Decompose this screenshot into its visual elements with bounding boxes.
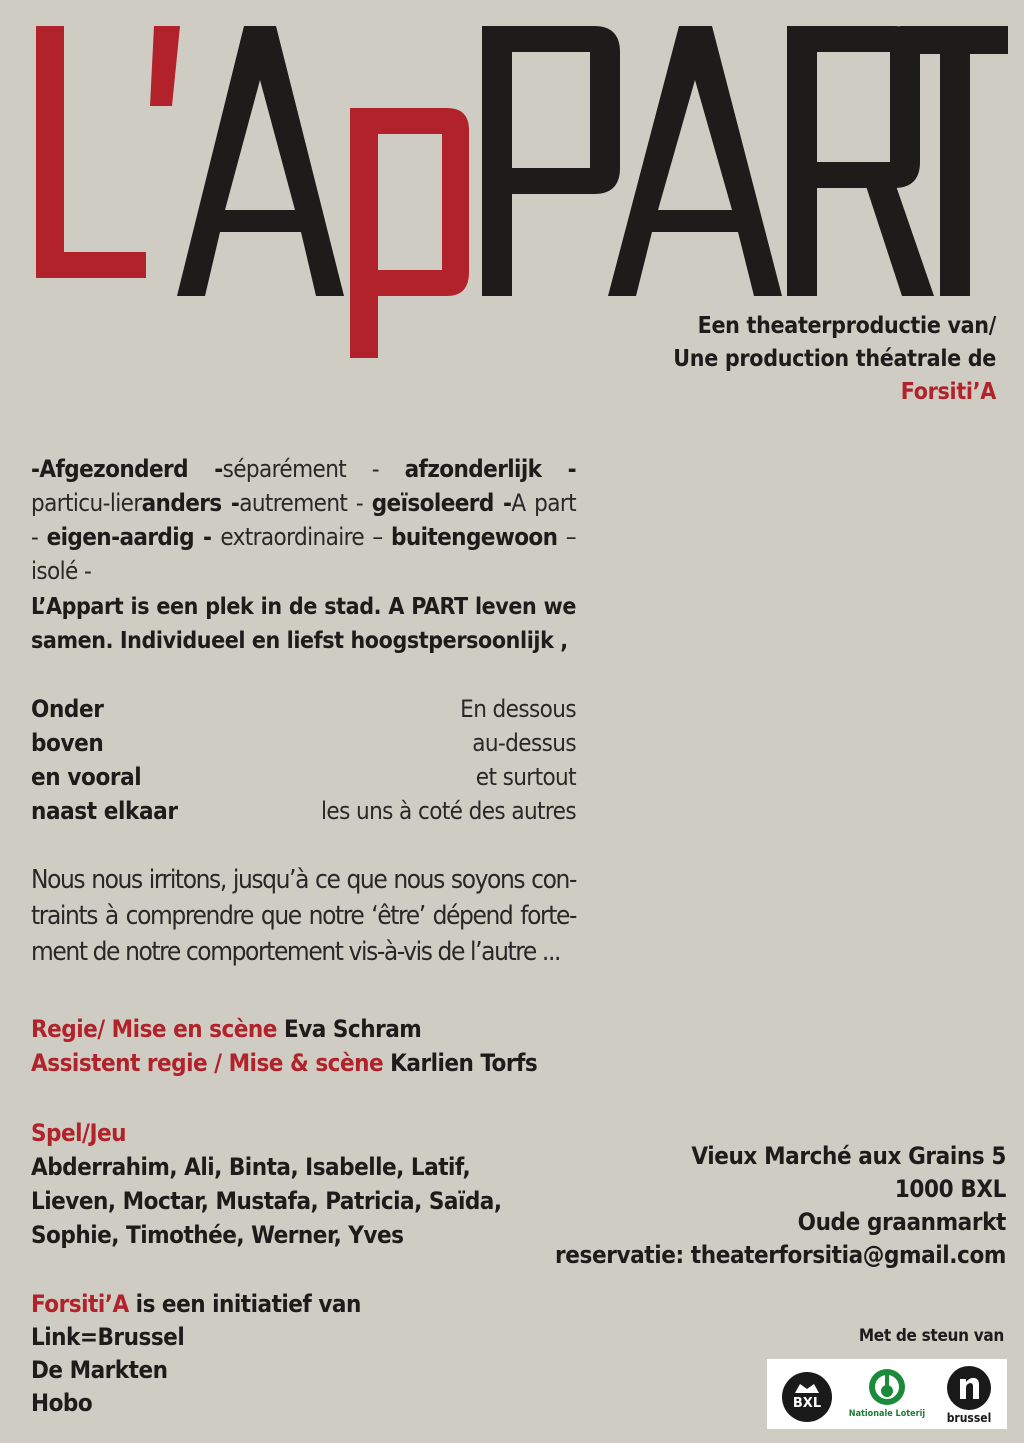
nationale-loterij-logo [847, 1365, 927, 1425]
partner-name: Link=Brussel [31, 1323, 185, 1351]
credit-line [31, 1046, 576, 1080]
address-street-nl: Oude graanmarkt [797, 1208, 1006, 1236]
credit-name: Karlien Torfs [390, 1049, 538, 1077]
title-letter-A2 [608, 26, 782, 296]
subtitle-line-fr: Une production théatrale de [673, 346, 996, 372]
word: séparément - [222, 455, 405, 483]
word: geïsoleerd - [371, 489, 512, 517]
pair-fr: et surtout [475, 763, 576, 791]
word: anders - [141, 489, 240, 517]
word: afzonderlijk - [404, 455, 577, 483]
french-paragraph: Nous nous irritons, jusqu’à ce que nous soyons con-traints à comprendre que notre ‘être’ dépend forte-ment de notre comportement vis-à-vis de l’autre ... [31, 865, 576, 967]
pair-nl: boven [31, 729, 104, 757]
cast [31, 1116, 531, 1252]
translation-pairs [31, 692, 576, 828]
bxl-logo-icon [781, 1371, 833, 1423]
cast-heading: Spel/Jeu [31, 1119, 126, 1147]
poster-title [22, 0, 1022, 360]
pair-row [31, 726, 576, 760]
pair-row [31, 794, 576, 828]
word: autrement - [239, 489, 372, 517]
initiative-org: Forsiti’A [31, 1290, 129, 1318]
address-city: 1000 BXL [894, 1175, 1006, 1203]
address-street: Vieux Marché aux Grains 5 [691, 1142, 1006, 1170]
support-label: Met de steun van [858, 1326, 1004, 1346]
credit-name: Eva Schram [283, 1015, 422, 1043]
intro-paragraph: L’Appart is een plek in de stad. A PART leven we samen. Individueel en liefst hoogstpersoonlijk , [31, 594, 576, 654]
pair-nl: en vooral [31, 763, 142, 791]
credit-label: Assistent regie / Mise & scène [31, 1049, 384, 1077]
nationale-loterij-label: Nationale Loterij [848, 1409, 926, 1419]
nationale-loterij-icon [847, 1365, 927, 1409]
title-letter-R [787, 26, 934, 296]
title-apostrophe [150, 26, 180, 106]
n-brussel-logo [943, 1365, 995, 1427]
subtitle-line-nl: Een theaterproductie van/ [697, 313, 996, 339]
sponsor-logos [767, 1359, 1007, 1429]
word: – isolé - [31, 523, 577, 585]
word: -Afgezonderd - [31, 455, 223, 483]
title-letter-p [350, 108, 469, 358]
title-letter-L [36, 26, 146, 278]
title-graphic [22, 0, 1022, 360]
n-brussel-label: brussel [946, 1411, 992, 1425]
pair-row [31, 692, 576, 726]
n-brussel-icon [943, 1365, 995, 1411]
pair-row [31, 760, 576, 794]
bxl-logo-text: BXL [792, 1396, 822, 1411]
pair-fr: au-dessus [472, 729, 576, 757]
pair-nl: Onder [31, 695, 104, 723]
pair-fr: les uns à coté des autres [320, 797, 576, 825]
initiative-text: is een initiatief van [128, 1290, 361, 1318]
word: A part - [31, 489, 576, 551]
title-letter-A1 [177, 26, 344, 296]
partner-name: Hobo [31, 1389, 93, 1417]
pair-fr: En dessous [460, 695, 576, 723]
title-letter-P [482, 26, 620, 296]
word: eigen-aardig - [46, 523, 221, 551]
partner-name: De Markten [31, 1356, 168, 1384]
cast-names: Abderrahim, Ali, Binta, Isabelle, Latif, Lieven, Moctar, Mustafa, Patricia, Saïda, Sophie, Timothée, Werner, Yves [31, 1153, 502, 1249]
pair-nl: naast elkaar [31, 797, 178, 825]
word: particu-lier [31, 489, 142, 517]
subtitle-org: Forsiti’A [900, 379, 996, 405]
credit-label: Regie/ Mise en scène [31, 1015, 277, 1043]
credit-line [31, 1012, 576, 1046]
venue-address [555, 1140, 1006, 1272]
word: extraordinaire – [220, 523, 391, 551]
initiative [31, 1288, 576, 1420]
subtitle [673, 310, 996, 409]
word-list [31, 452, 576, 588]
initiative-line [31, 1288, 576, 1321]
credits [31, 1012, 576, 1080]
reservation-email[interactable]: reservatie: theaterforsitia@gmail.com [554, 1241, 1006, 1269]
bxl-logo [781, 1371, 833, 1423]
word: buitengewoon [390, 523, 558, 551]
